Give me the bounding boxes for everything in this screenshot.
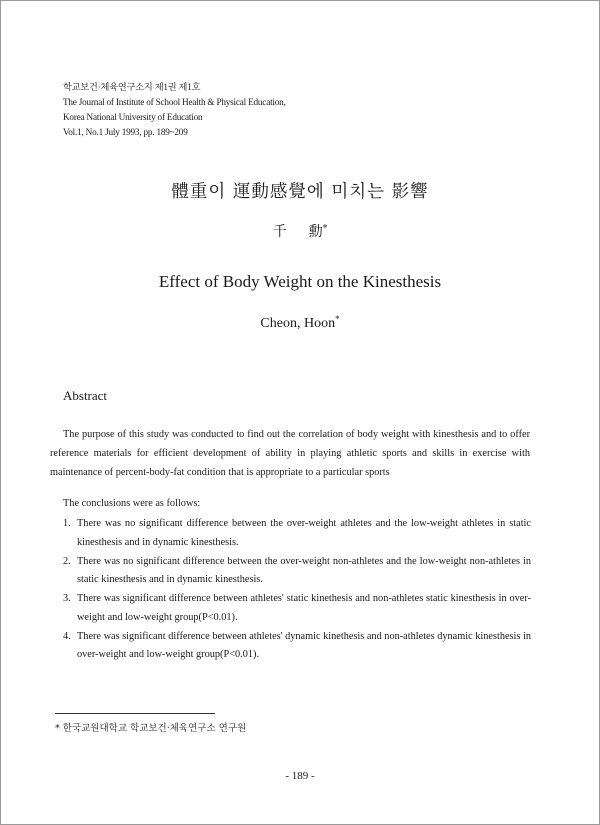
author-korean-family: 千 — [272, 224, 287, 240]
conclusions-intro: The conclusions were as follows: — [63, 498, 201, 509]
conclusion-number: 4. — [63, 630, 71, 642]
paper-title-korean: 體重이 運動感覺에 미치는 影響 — [171, 182, 429, 202]
author-korean-given: 勳 — [308, 224, 323, 240]
conclusion-text: There was no significant difference between the over-weight non-athletes and the low-weight non-athletes in static kinesthesis and in dynamic kinesthesis. — [77, 555, 531, 585]
conclusion-item — [63, 515, 531, 552]
abstract-body — [50, 425, 530, 482]
conclusions-list — [63, 515, 531, 665]
journal-header-line: The Journal of Institute of School Health & Physical Education, — [63, 97, 286, 107]
conclusion-number: 1. — [63, 518, 71, 529]
journal-header-line: Vol.1, No.1 July 1993, pp. 189~209 — [63, 127, 188, 137]
author-korean — [0, 221, 600, 241]
author-english — [0, 314, 600, 332]
footnote-marker: * — [322, 224, 328, 234]
conclusion-text: There was significant difference between athletes' static kinethesis and non-athletes static kinesthesis in over-weight and low-weight group(P<0.01). — [77, 593, 531, 623]
journal-header-line: Korea National University of Education — [63, 112, 203, 122]
footnote: * 한국교원대학교 학교보건·체육연구소 연구원 — [55, 723, 247, 734]
conclusion-number: 2. — [63, 555, 71, 567]
journal-header — [63, 80, 286, 140]
page-number: - 189 - — [285, 770, 315, 782]
footnote-divider — [55, 713, 215, 714]
conclusion-text: There was significant difference between athletes' dynamic kinethesis and non-athletes dynamic kinesthesis in over-weight and low-weight group(P<0.01). — [77, 630, 532, 660]
author-english-name: Cheon, Hoon — [260, 316, 336, 331]
abstract-heading: Abstract — [63, 388, 108, 403]
conclusion-item — [63, 628, 531, 665]
conclusion-text: There was no significant difference between the over-weight athletes and the low-weight athletes in static kinesthesis and in dynamic kinesthesis. — [77, 518, 531, 548]
conclusion-item — [63, 553, 531, 590]
journal-header-line: 학교보건·체육연구소지 제1권 제1호 — [63, 82, 201, 92]
footnote-marker: * — [335, 314, 340, 324]
conclusion-item — [63, 590, 531, 627]
conclusion-number: 3. — [63, 593, 71, 604]
abstract-text: The purpose of this study was conducted to find out the correlation of body weight with kinesthesis and to offer reference materials for efficient development of ability in playing athletic sports and skills in exercise with maintenance of percent-body-fat condition that is appropriate to a particular sports — [50, 429, 530, 478]
paper-title-english: Effect of Body Weight on the Kinesthesis — [158, 272, 442, 291]
